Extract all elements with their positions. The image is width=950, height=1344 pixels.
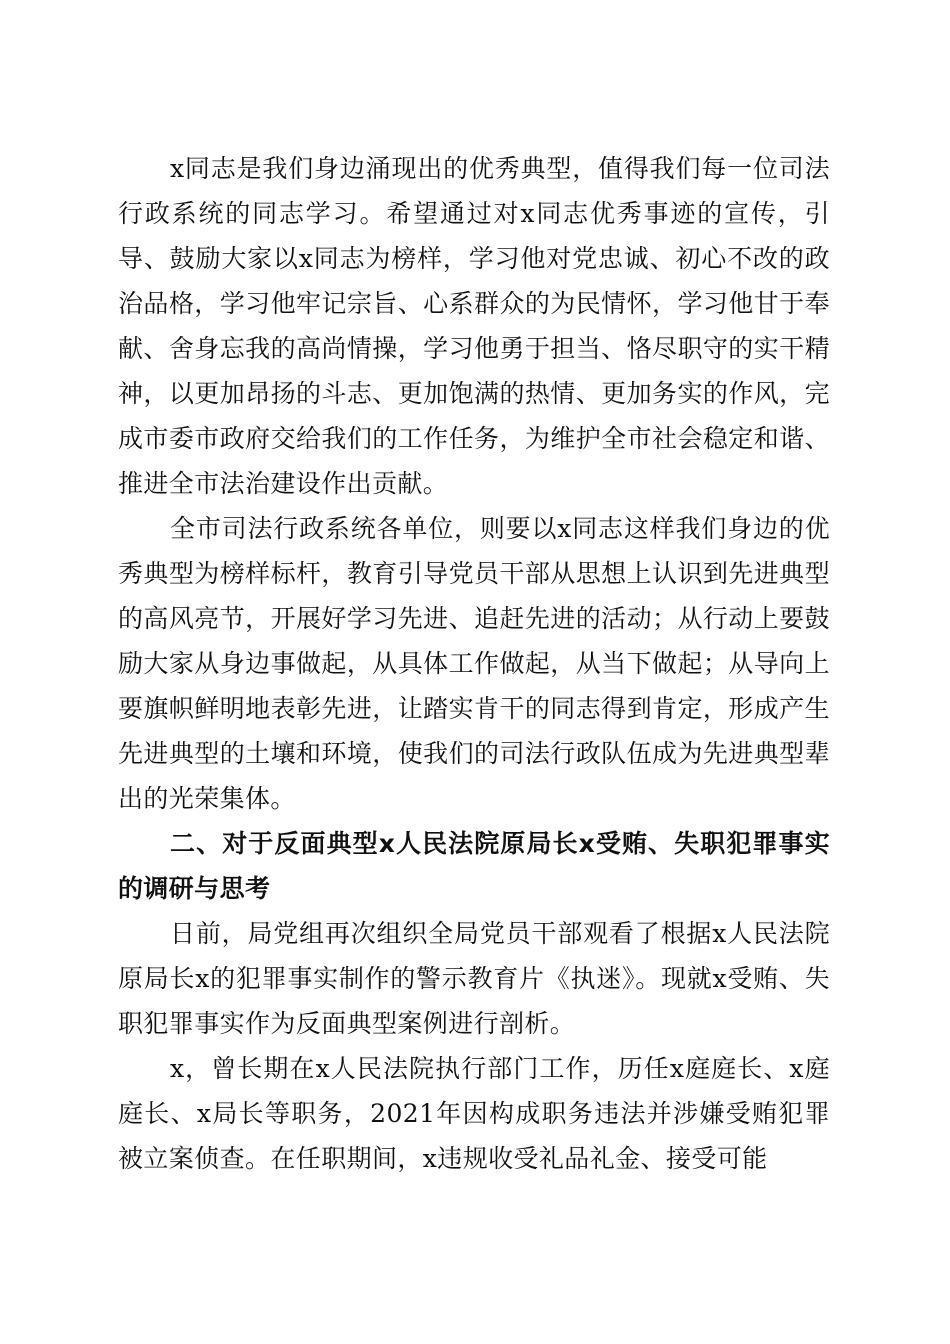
paragraph-4: x，曾长期在x人民法院执行部门工作，历任x庭庭长、x庭庭长、x局长等职务，2021年因构成职务违法并涉嫌受贿犯罪被立案侦查。在任职期间，x违规收受礼品礼金、接受可能 [118,1054,830,1173]
document-body [118,146,830,1181]
section-heading: 二、对于反面典型x人民法院原局长x受贿、失职犯罪事实的调研与思考 [118,829,830,903]
paragraph-1: x同志是我们身边涌现出的优秀典型，值得我们每一位司法行政系统的同志学习。希望通过对x同志优秀事迹的宣传，引导、鼓励大家以x同志为榜样，学习他对党忠诚、初心不改的政治品格，学习他牢记宗旨、心系群众的为民情怀，学习他甘于奉献、舍身忘我的高尚情操，学习他勇于担当、恪尽职守的实干精神，以更加昂扬的斗志、更加饱满的热情、更加务实的作风，完成市委市政府交给我们的工作任务，为维护全市社会稳定和谐、推进全市法治建设作出贡献。 [118,154,830,498]
paragraph-2: 全市司法行政系统各单位，则要以x同志这样我们身边的优秀典型为榜样标杆，教育引导党员干部从思想上认识到先进典型的高风亮节，开展好学习先进、追赶先进的活动；从行动上要鼓励大家从身边事做起，从具体工作做起，从当下做起；从导向上要旗帜鲜明地表彰先进，让踏实肯干的同志得到肯定，形成产生先进典型的土壤和环境，使我们的司法行政队伍成为先进典型辈出的光荣集体。 [118,514,830,813]
paragraph-3: 日前，局党组再次组织全局党员干部观看了根据x人民法院原局长x的犯罪事实制作的警示教育片《执迷》。现就x受贿、失职犯罪事实作为反面典型案例进行剖析。 [118,919,830,1038]
